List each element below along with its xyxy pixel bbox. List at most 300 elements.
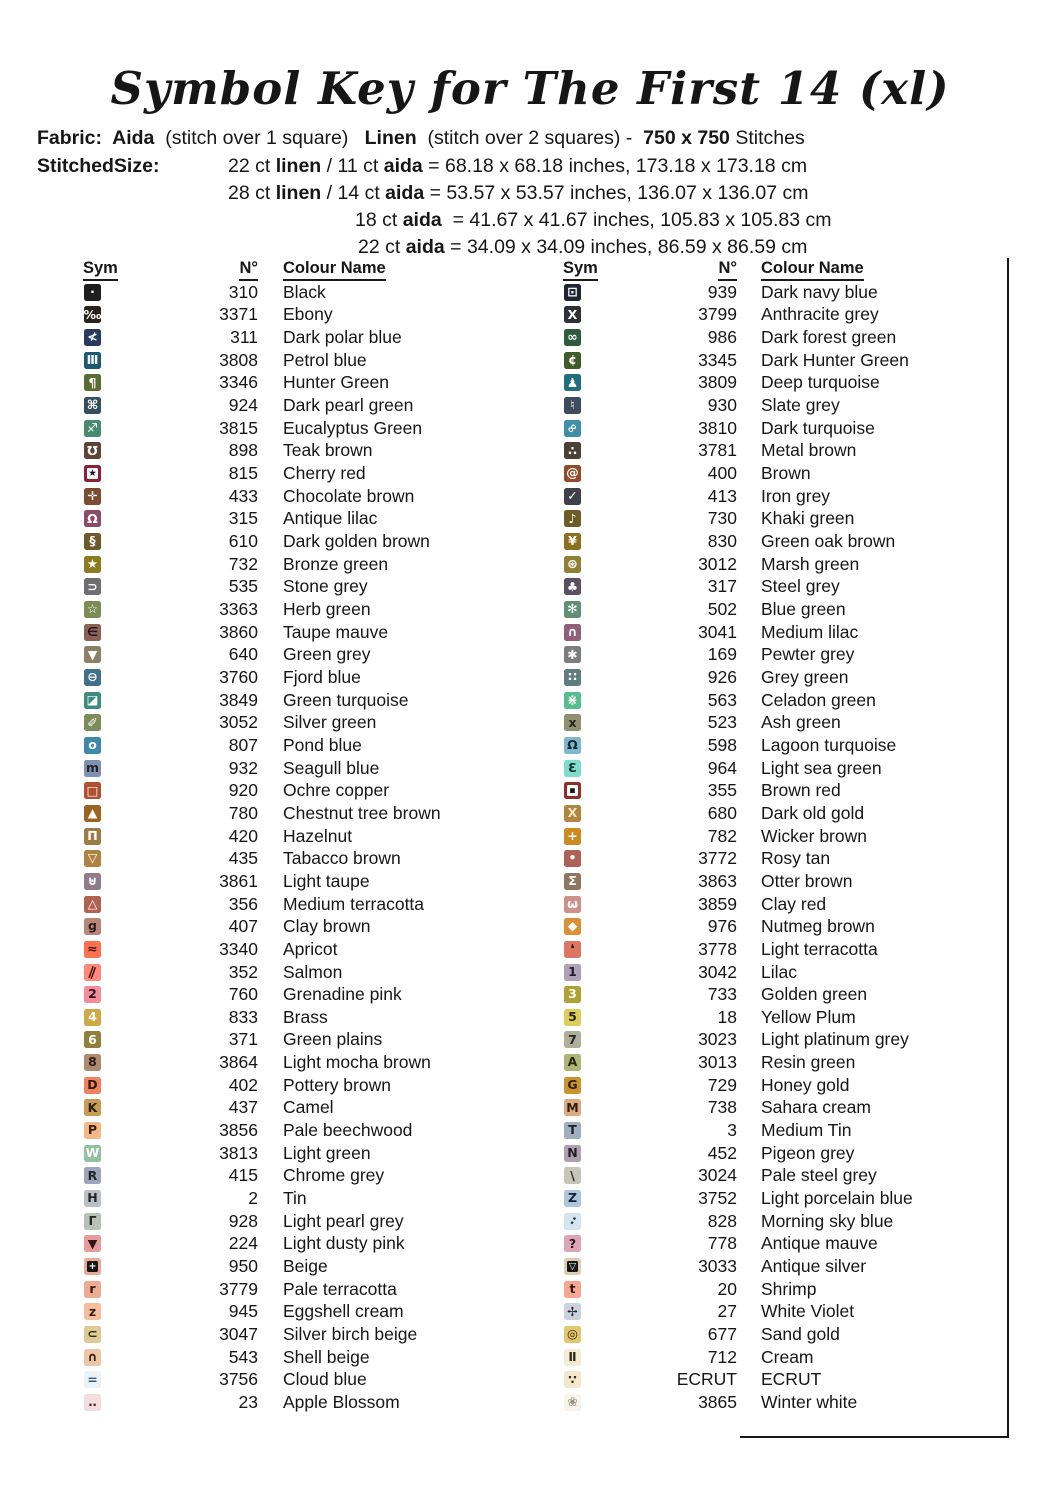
symbol-glyph: ∞: [567, 329, 578, 345]
colour-name: Medium Tin: [761, 1120, 852, 1141]
symbol-swatch: [84, 488, 101, 505]
colour-name: Hazelnut: [283, 825, 353, 846]
thread-number: 3033: [698, 1256, 737, 1277]
symbol-swatch: [84, 964, 101, 981]
symbol-glyph: ♮: [570, 397, 575, 413]
symbol-swatch: [564, 873, 581, 890]
symbol-swatch: [564, 306, 581, 323]
text-segment: 22 ct: [358, 236, 406, 258]
colour-name: Green plains: [283, 1029, 383, 1050]
table-row: [83, 847, 441, 870]
colour-name: Slate grey: [761, 395, 840, 416]
colour-name: Winter white: [761, 1391, 858, 1412]
colour-name: Chocolate brown: [283, 485, 415, 506]
table-row: [563, 802, 913, 825]
text-segment: (stitch over 2 squares) -: [416, 127, 644, 149]
colour-name: Sand gold: [761, 1324, 840, 1345]
table-row: [563, 1097, 913, 1120]
symbol-glyph: ✓: [567, 487, 578, 503]
symbol-glyph: 7: [568, 1031, 577, 1047]
symbol-glyph: D: [87, 1077, 98, 1093]
table-row: [563, 961, 913, 984]
thread-number: 3041: [698, 621, 737, 642]
symbol-swatch: [564, 1167, 581, 1184]
thread-number: 3778: [698, 938, 737, 959]
table-row: [563, 757, 913, 780]
symbol-glyph: K: [87, 1099, 98, 1115]
table-row: [563, 779, 913, 802]
table-row: [563, 870, 913, 893]
text-segment: linen: [275, 182, 322, 204]
thread-number: 928: [228, 1210, 258, 1231]
colour-name: Light porcelain blue: [761, 1188, 913, 1209]
table-row: [83, 983, 441, 1006]
colour-name: Camel: [283, 1097, 334, 1118]
text-segment: = 53.57 x 53.57 inches, 136.07 x 136.07 cm: [424, 182, 809, 204]
thread-number: 3864: [219, 1052, 258, 1073]
symbol-glyph: ‥: [88, 1394, 97, 1410]
colour-name: Deep turquoise: [761, 372, 880, 393]
thread-number: 400: [707, 463, 737, 484]
symbol-glyph: ▼: [87, 646, 98, 662]
symbol-glyph: Ω: [567, 737, 578, 753]
colour-name: Sahara cream: [761, 1097, 871, 1118]
table-row: [83, 576, 441, 599]
table-row: [563, 847, 913, 870]
symbol-glyph: ∞: [562, 418, 581, 437]
thread-number: 3815: [219, 417, 258, 438]
table-row: [83, 1006, 441, 1029]
colour-name: White Violet: [761, 1301, 855, 1322]
thread-number: 930: [707, 395, 737, 416]
symbol-glyph: ❀: [567, 1394, 578, 1410]
symbol-glyph: ⊂: [87, 1326, 98, 1342]
table-row: [563, 598, 913, 621]
text-segment: 22 ct: [228, 155, 276, 177]
fabric-line: [37, 127, 805, 150]
colour-name: Iron grey: [761, 485, 831, 506]
symbol-swatch: [564, 510, 581, 527]
colour-name: Dark golden brown: [283, 531, 430, 552]
header-number: N°: [239, 259, 258, 281]
table-row: [563, 553, 913, 576]
symbol-swatch: [564, 1077, 581, 1094]
thread-number: 413: [707, 485, 737, 506]
symbol-swatch: [564, 828, 581, 845]
symbol-swatch: [84, 760, 101, 777]
thread-number: 3363: [219, 599, 258, 620]
thread-number: 3863: [698, 870, 737, 891]
symbol-swatch: [84, 1258, 101, 1275]
thread-number: 3340: [219, 938, 258, 959]
table-row: [563, 1210, 913, 1233]
symbol-swatch: [564, 533, 581, 550]
colour-name: Tabacco brown: [283, 848, 401, 869]
thread-number: 535: [228, 576, 258, 597]
symbol-swatch: [564, 1009, 581, 1026]
symbol-swatch: [84, 1213, 101, 1230]
colour-name: Pale terracotta: [283, 1278, 397, 1299]
colour-name: Chestnut tree brown: [283, 802, 441, 823]
thread-number: 3859: [698, 893, 737, 914]
symbol-swatch: [564, 465, 581, 482]
symbol-glyph: A: [567, 1054, 578, 1070]
colour-name: Marsh green: [761, 553, 860, 574]
colour-name: Ochre copper: [283, 780, 390, 801]
symbol-swatch: [84, 1077, 101, 1094]
symbol-swatch: [564, 556, 581, 573]
symbol-glyph: H: [87, 1190, 98, 1206]
table-row: [563, 938, 913, 961]
symbol-swatch: [564, 1326, 581, 1343]
colour-name: Light taupe: [283, 870, 370, 891]
table-row: [563, 1074, 913, 1097]
symbol-glyph: ⊃: [87, 578, 98, 594]
stitched-size-label: StitchedSize:: [37, 155, 160, 177]
header-colour-name: Colour Name: [761, 259, 864, 281]
table-row: [563, 508, 913, 531]
symbol-swatch: [564, 352, 581, 369]
symbol-glyph: t: [569, 1280, 576, 1296]
colour-name: Pale beechwood: [283, 1120, 413, 1141]
symbol-glyph: ⊛: [567, 555, 578, 571]
table-row: [83, 508, 441, 531]
symbol-glyph: ∥: [87, 963, 99, 980]
colour-name: Shell beige: [283, 1346, 370, 1367]
thread-number: 3808: [219, 349, 258, 370]
table-row: [563, 440, 913, 463]
colour-name: Metal brown: [761, 440, 857, 461]
symbol-swatch: [564, 1258, 581, 1275]
symbol-glyph: 3: [568, 986, 577, 1002]
symbol-swatch: [84, 352, 101, 369]
symbol-glyph: 2: [88, 986, 97, 1002]
table-row: [83, 485, 441, 508]
table-row: [83, 893, 441, 916]
thread-number: ECRUT: [676, 1369, 737, 1390]
colour-name: Black: [283, 281, 326, 302]
colour-name: Green grey: [283, 644, 371, 665]
text-segment: = 41.67 x 41.67 inches, 105.83 x 105.83 cm: [441, 209, 832, 231]
thread-number: 311: [230, 327, 258, 348]
symbol-glyph: ◆: [567, 918, 578, 934]
colour-name: Otter brown: [761, 870, 853, 891]
symbol-glyph: ∈: [86, 623, 99, 639]
thread-number: 807: [228, 734, 258, 755]
symbol-swatch: [84, 828, 101, 845]
colour-name: Cream: [761, 1346, 814, 1367]
colour-name: Green turquoise: [283, 689, 409, 710]
symbol-glyph: 6: [88, 1031, 97, 1047]
thread-number: 3047: [219, 1324, 258, 1345]
colour-name: Brass: [283, 1006, 328, 1027]
symbol-swatch: [564, 669, 581, 686]
thread-number: 3052: [219, 712, 258, 733]
symbol-swatch: [564, 760, 581, 777]
thread-number: 782: [707, 825, 737, 846]
symbol-glyph: ℧: [87, 442, 98, 458]
table-row: [563, 1051, 913, 1074]
symbol-glyph: @: [566, 465, 579, 481]
symbol-swatch: [564, 1349, 581, 1366]
symbol-glyph: T: [568, 1122, 577, 1138]
symbol-swatch: [84, 669, 101, 686]
symbol-glyph: Ⅲ: [86, 352, 99, 368]
table-row: [83, 1119, 441, 1142]
colour-name: Dark navy blue: [761, 281, 878, 302]
symbol-swatch: [84, 646, 101, 663]
colour-name: Antique lilac: [283, 508, 378, 529]
symbol-glyph: ✐: [87, 714, 98, 730]
colour-name: Pond blue: [283, 734, 362, 755]
symbol-swatch: [564, 896, 581, 913]
colour-name: Light green: [283, 1142, 371, 1163]
colour-name: Cloud blue: [283, 1369, 367, 1390]
thread-number: 315: [228, 508, 258, 529]
symbol-glyph: ▪: [567, 785, 578, 796]
symbol-swatch: [564, 624, 581, 641]
symbol-glyph: ✱: [567, 646, 578, 662]
symbol-swatch: [564, 284, 581, 301]
thread-number: 3849: [219, 689, 258, 710]
thread-number: 920: [228, 780, 258, 801]
colour-name: Khaki green: [761, 508, 855, 529]
table-row: [563, 281, 913, 304]
thread-number: 3809: [698, 372, 737, 393]
symbol-swatch: [84, 374, 101, 391]
colour-name: Beige: [283, 1256, 328, 1277]
symbol-glyph: r: [89, 1280, 96, 1296]
symbol-swatch: [84, 782, 101, 799]
thread-number: 3813: [219, 1142, 258, 1163]
symbol-swatch: [564, 1213, 581, 1230]
thread-number: 610: [228, 531, 258, 552]
colour-name: Dark old gold: [761, 802, 865, 823]
text-segment: aida: [383, 155, 423, 177]
colour-name: Silver birch beige: [283, 1324, 418, 1345]
symbol-glyph: ★: [88, 467, 97, 479]
header-sym: Sym: [563, 259, 598, 281]
thread-number: 437: [228, 1097, 258, 1118]
thread-number: 924: [228, 395, 258, 416]
symbol-glyph: ✛: [87, 487, 98, 503]
table-row: [563, 1369, 913, 1392]
thread-number: 976: [707, 916, 737, 937]
symbol-glyph: 5: [568, 1009, 577, 1025]
colour-name: Resin green: [761, 1052, 856, 1073]
symbol-glyph: Z: [567, 1190, 578, 1206]
thread-number: 356: [228, 893, 258, 914]
text-segment: aida: [405, 236, 445, 258]
table-row: [83, 689, 441, 712]
table-row: [563, 1301, 913, 1324]
colour-name: Nutmeg brown: [761, 916, 875, 937]
colour-name: Lagoon turquoise: [761, 734, 897, 755]
symbol-glyph: ∴: [568, 442, 577, 458]
colour-name: Clay brown: [283, 916, 371, 937]
thread-number: 828: [707, 1210, 737, 1231]
colour-name: Golden green: [761, 984, 868, 1005]
symbol-glyph: W: [85, 1145, 100, 1161]
symbol-glyph: □: [86, 782, 99, 798]
table-row: [563, 893, 913, 916]
symbol-swatch: [84, 420, 101, 437]
thread-number: 317: [707, 576, 737, 597]
thread-number: 3371: [219, 304, 258, 325]
thread-number: 3042: [698, 961, 737, 982]
symbol-swatch: [564, 1235, 581, 1252]
table-row: [563, 576, 913, 599]
symbol-glyph: ∩: [567, 623, 578, 639]
colour-name: Antique silver: [761, 1256, 867, 1277]
table-row: [563, 689, 913, 712]
symbol-swatch: [84, 1122, 101, 1139]
thread-number: 355: [707, 780, 737, 801]
text-segment: 28 ct: [228, 182, 276, 204]
thread-number: 738: [707, 1097, 737, 1118]
symbol-swatch: [564, 714, 581, 731]
symbol-glyph: ⊖: [87, 669, 98, 685]
table-row: [563, 621, 913, 644]
colour-name: Medium terracotta: [283, 893, 425, 914]
symbol-glyph: m: [85, 759, 100, 775]
symbol-glyph: ω: [567, 895, 578, 911]
table-row: [83, 802, 441, 825]
symbol-glyph: ¢: [568, 352, 577, 368]
symbol-glyph: ·: [90, 284, 95, 300]
stitched-size-line: [358, 236, 807, 259]
title-pattern-name: The First 14 (xl): [522, 62, 950, 115]
thread-number: 3860: [219, 621, 258, 642]
table-body: [83, 281, 441, 1414]
symbol-swatch: [84, 692, 101, 709]
symbol-swatch: [564, 329, 581, 346]
table-row: [83, 440, 441, 463]
table-row: [83, 870, 441, 893]
symbol-glyph: ❛: [570, 941, 575, 957]
table-row: [83, 349, 441, 372]
symbol-swatch: [84, 1145, 101, 1162]
symbol-glyph: ☆: [86, 601, 99, 617]
colour-name: Morning sky blue: [761, 1210, 894, 1231]
table-row: [83, 530, 441, 553]
symbol-swatch: [564, 964, 581, 981]
chart-edge-vertical-rule: [1007, 258, 1009, 1438]
table-row: [83, 1074, 441, 1097]
table-row: [83, 598, 441, 621]
colour-name: Hunter Green: [283, 372, 390, 393]
thread-number: 986: [707, 327, 737, 348]
colour-name: Eucalyptus Green: [283, 417, 423, 438]
table-row: [83, 1029, 441, 1052]
thread-number: 780: [228, 802, 258, 823]
text-segment: linen: [275, 155, 322, 177]
table-row: [563, 1165, 913, 1188]
symbol-glyph: Σ: [568, 873, 577, 889]
symbol-glyph: z: [88, 1303, 97, 1319]
table-row: [563, 304, 913, 327]
text-segment: / 11 ct: [321, 155, 384, 177]
colour-name: Light mocha brown: [283, 1052, 431, 1073]
table-row: [563, 644, 913, 667]
table-row: [563, 485, 913, 508]
symbol-glyph: ▼: [87, 1235, 98, 1251]
thread-number: 3346: [219, 372, 258, 393]
symbol-glyph: R: [87, 1167, 98, 1183]
thread-number: 3856: [219, 1120, 258, 1141]
symbol-swatch: [84, 284, 101, 301]
table-row: [563, 326, 913, 349]
thread-number: 3779: [219, 1278, 258, 1299]
symbol-swatch: [84, 1371, 101, 1388]
table-row: [83, 825, 441, 848]
symbol-glyph: G: [567, 1077, 578, 1093]
table-row: [83, 1278, 441, 1301]
symbol-glyph: ♪: [568, 510, 577, 526]
colour-name: Clay red: [761, 893, 827, 914]
text-segment: aida: [402, 209, 442, 231]
colour-name: Brown: [761, 463, 811, 484]
page-title: [0, 62, 1060, 115]
symbol-swatch: [84, 601, 101, 618]
symbol-swatch: [84, 1235, 101, 1252]
colour-name: Steel grey: [761, 576, 840, 597]
table-header: [563, 258, 913, 281]
symbol-glyph: ✢: [567, 1303, 578, 1319]
symbol-swatch: [84, 896, 101, 913]
symbol-swatch: [564, 397, 581, 414]
colour-name: ECRUT: [761, 1369, 822, 1390]
symbol-swatch: [564, 1031, 581, 1048]
text-segment: aida: [385, 182, 425, 204]
table-row: [83, 644, 441, 667]
symbol-glyph: +: [567, 827, 578, 843]
table-row: [563, 417, 913, 440]
symbol-swatch: [84, 1349, 101, 1366]
table-row: [83, 1233, 441, 1256]
table-row: [83, 1369, 441, 1392]
symbol-glyph: 1: [568, 963, 577, 979]
colour-name: Pottery brown: [283, 1074, 391, 1095]
thread-number: 730: [707, 508, 737, 529]
table-row: [83, 1165, 441, 1188]
symbol-swatch: [84, 1167, 101, 1184]
thread-number: 677: [707, 1324, 737, 1345]
colour-name: Ash green: [761, 712, 841, 733]
thread-number: 224: [228, 1233, 258, 1254]
table-row: [563, 1029, 913, 1052]
table-row: [563, 825, 913, 848]
colour-name: Light sea green: [761, 757, 882, 778]
table-row: [563, 666, 913, 689]
colour-name: Salmon: [283, 961, 343, 982]
symbol-swatch: [84, 397, 101, 414]
symbol-swatch: [84, 306, 101, 323]
symbol-glyph: x: [568, 714, 577, 730]
colour-name: Pale steel grey: [761, 1165, 877, 1186]
symbol-swatch: [564, 986, 581, 1003]
colour-name: Light pearl grey: [283, 1210, 404, 1231]
colour-name: Eggshell cream: [283, 1301, 404, 1322]
table-row: [563, 983, 913, 1006]
table-row: [83, 462, 441, 485]
symbol-glyph: ⌘: [86, 397, 99, 413]
symbol-glyph: ▽: [87, 850, 98, 866]
table-body: [563, 281, 913, 1414]
symbol-glyph: •: [568, 850, 577, 866]
table-row: [83, 734, 441, 757]
chart-edge-horizontal-rule: [740, 1436, 1009, 1438]
